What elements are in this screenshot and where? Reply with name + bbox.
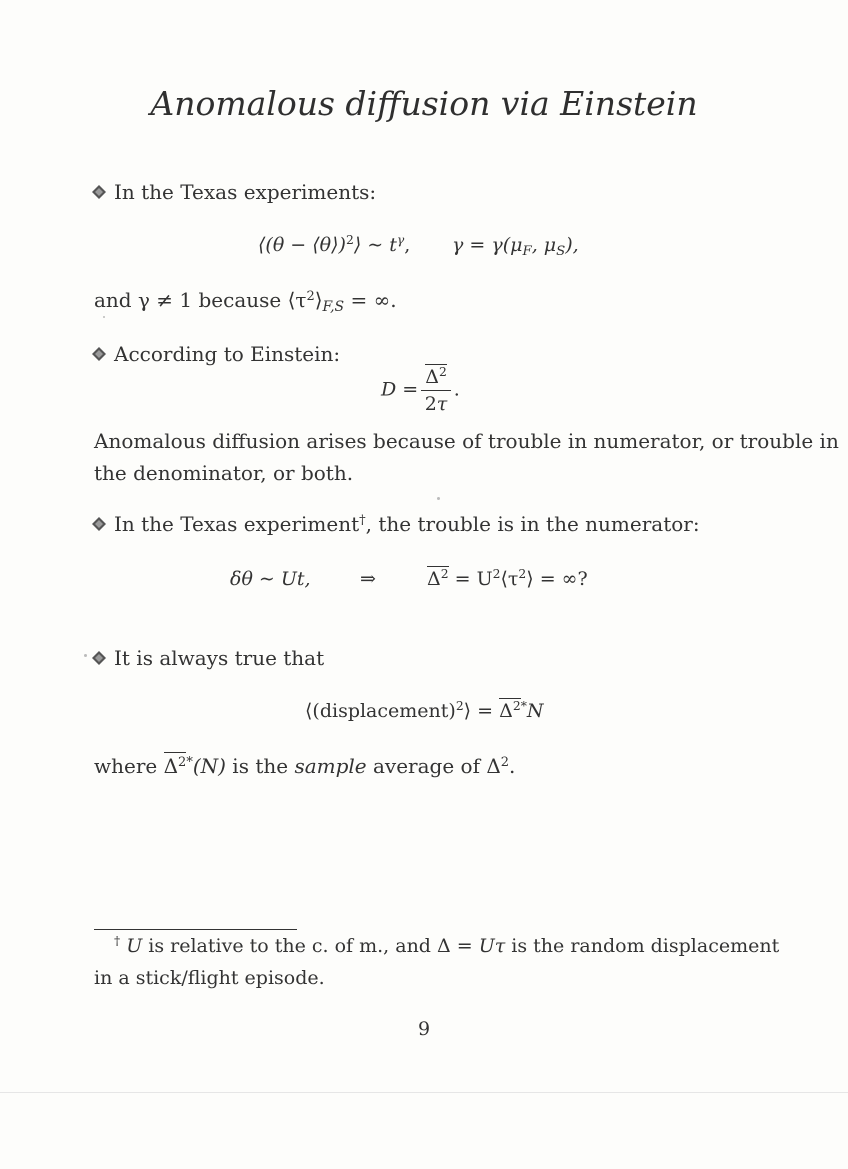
page-number: 9: [417, 1018, 431, 1040]
scan-speck: [437, 497, 440, 500]
scan-speck: [103, 316, 105, 318]
page-title: Anomalous diffusion via Einstein: [150, 84, 698, 123]
diamond-bullet-icon: [92, 347, 106, 361]
equation-displacement: ⟨(displacement)$^2$⟩ = $\Delta^{2*}N$: [305, 699, 544, 722]
paragraph-line-1: Anomalous diffusion arises because of trouble in numerator, or trouble in: [94, 429, 839, 453]
bullet-einstein: According to Einstein:: [92, 342, 340, 366]
bullet-always-true: It is always true that: [92, 646, 324, 670]
equation-variance-scaling: ⟨(θ − ⟨θ⟩)$^2$⟩ ∼ $t^\gamma$,: [258, 233, 411, 256]
equation-mean-square-displacement: $\Delta^2$ = $U^2⟨\tau^2⟩$ = ∞?: [427, 567, 588, 590]
implies-arrow: ⇒: [360, 568, 376, 590]
equation-einstein-D: D = $\frac{\Delta^2}{2\tau}$ .: [381, 365, 460, 415]
sample-average-line: where $\Delta^{2*}(N)$ is the sample average of $\Delta^2$.: [94, 754, 516, 778]
scan-speck: [84, 654, 87, 657]
diamond-bullet-icon: [92, 517, 106, 531]
gamma-not-one-line: and γ ≠ 1 because $⟨\tau^2⟩_{F,S}$ = ∞.: [94, 288, 397, 316]
scan-edge-line: [0, 1092, 848, 1093]
bullet-texas-experiments: In the Texas experiments:: [92, 180, 376, 204]
footnote-rule: [94, 929, 297, 930]
equation-delta-theta: δθ ∼ Ut,: [230, 568, 311, 590]
bullet-numerator-trouble: In the Texas experiment†, the trouble is in the numerator:: [92, 512, 700, 536]
diamond-bullet-icon: [92, 651, 106, 665]
paragraph-line-2: the denominator, or both.: [94, 461, 354, 485]
footnote-line-2: in a stick/flight episode.: [94, 967, 325, 989]
equation-gamma: $\gamma = \gamma(\mu_F$, $\mu_S$),: [452, 234, 579, 259]
footnote-line-1: † U is relative to the c. of m., and Δ = Uτ is the random displacement: [114, 934, 780, 957]
diamond-bullet-icon: [92, 185, 106, 199]
